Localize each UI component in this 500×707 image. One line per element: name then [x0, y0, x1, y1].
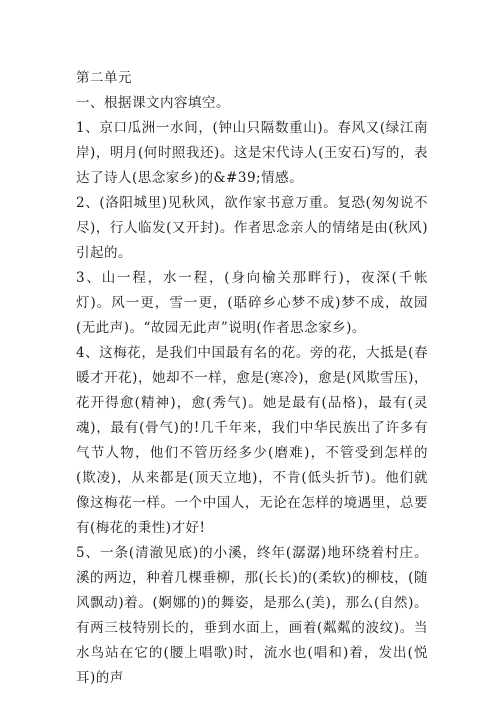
paragraph-4: 4、这梅花，是我们中国最有名的花。旁的花，大抵是(春暖才开花)，她却不一样，愈是(寒冷)，愈是(风欺雪压)，花开得愈(精神)，愈(秀气)。她是最有(品格)，最有(灵魂)，最有(骨气)的!几千年来，我们中华民族出了许多有气节人物，他们不管历经多少(磨难)，不管受到怎样的(欺凌)，从来都是(顶天立地)，不肯(低头折节)。他们就像这梅花一样。一个中国人，无论在怎样的境遇里，总要有(梅花的秉性)才好! — [76, 345, 428, 536]
paragraph-5: 5、一条(清澈见底)的小溪，终年(潺潺)地环绕着村庄。溪的两边，种着几棵垂柳，那(长长)的(柔软)的柳枝，(随风飘动)着。(婀娜的)的舞姿，是那么(美)，那么(自然)。有两三枝特别长的，垂到水面上，画着(粼粼的波纹)。当水鸟站在它的(腰上唱歌)时，流水也(唱和)着，发出(悦耳)的声 — [76, 545, 428, 686]
paragraph-2: 2、(洛阳城里)见秋风，欲作家书意万重。复恐(匆匆说不尽)，行人临发(又开封)。作者思念亲人的情绪是由(秋风)引起的。 — [76, 195, 428, 261]
unit-title: 第二单元 — [76, 70, 132, 86]
paragraph-1: 1、京口瓜洲一水间，(钟山只隔数重山)。春风又(绿江南岸)，明月(何时照我还)。这是宋代诗人(王安石)写的，表达了诗人(思念家乡)的&#39;情感。 — [76, 120, 428, 186]
section-title: 一、根据课文内容填空。 — [76, 95, 230, 111]
paragraph-3: 3、山一程，水一程，(身向榆关那畔行)，夜深(千帐灯)。风一更，雪一更，(聒碎乡心梦不成)梦不成，故园(无此声)。“故园无此声”说明(作者思念家乡)。 — [76, 270, 428, 336]
document-page — [76, 66, 428, 691]
